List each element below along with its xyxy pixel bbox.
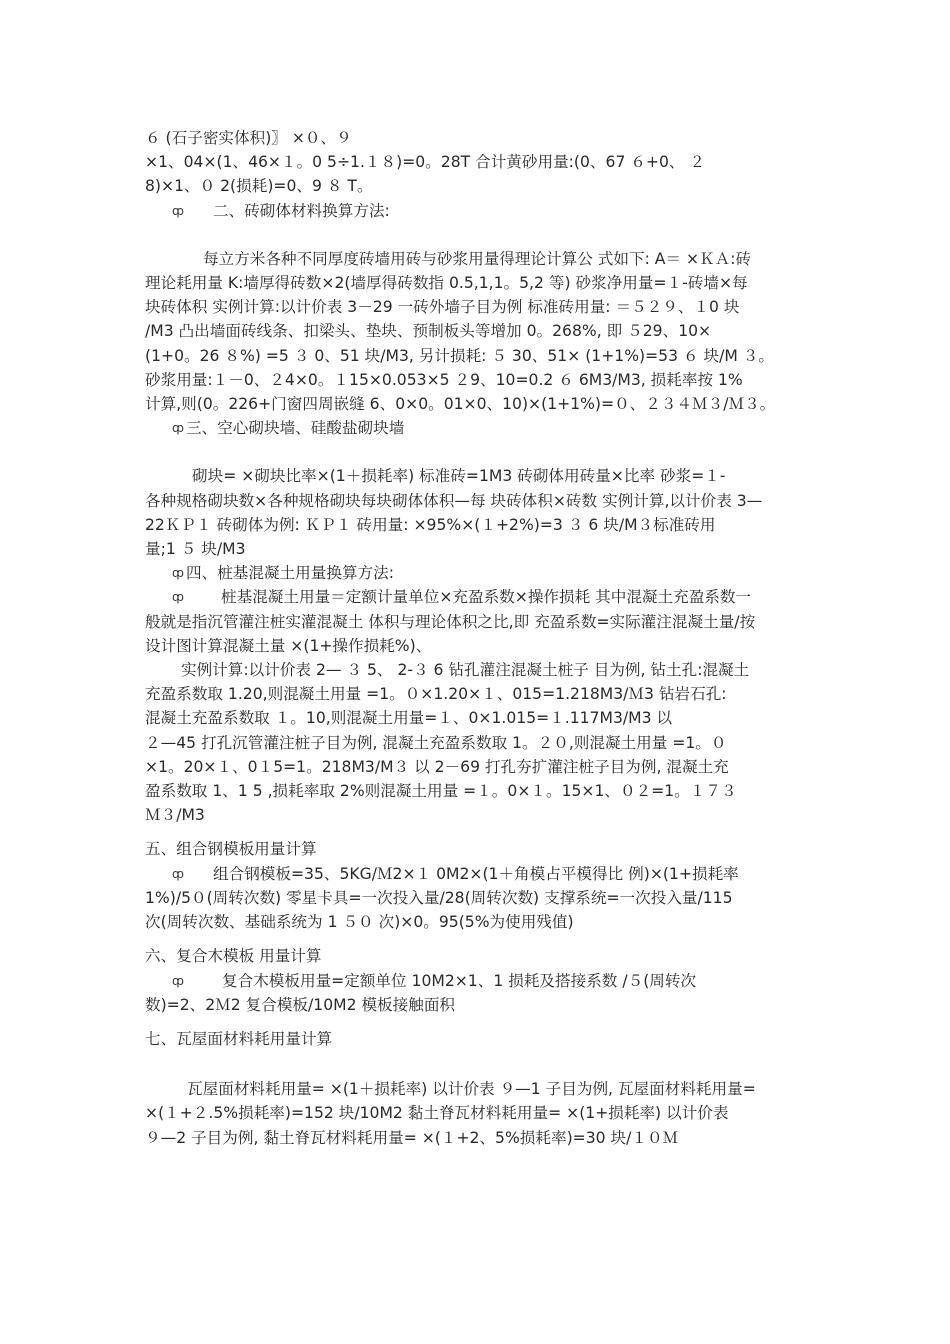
bullet-icon: ȹ — [172, 866, 184, 881]
paragraph-text: 复合木模板用量=定额单位 10M2×1、1 损耗及搭接系数 /５(周转次 — [222, 971, 697, 990]
text-line: ×(１+２.5%损耗率)=152 块/10M2 黏土脊瓦材料耗用量= ×(1+损耗率) 以计价表 — [145, 1104, 729, 1123]
text-line — [145, 585, 825, 609]
text-line: 8)×1、０ 2(损耗)=0、9 ８ T。 — [145, 177, 373, 196]
paragraph-text: 组合钢模板=35、5KG/Ｍ2×１ 0M2×(1＋角模占平模得比 例)×(1+损耗率 — [213, 864, 739, 883]
heading-text: 四、桩基混凝土用量换算方法: — [186, 564, 394, 583]
text-line: ９—2 子目为例, 黏土脊瓦材料耗用量= ×(１+2、5%损耗率)=30 块/１０Ｍ — [145, 1128, 679, 1147]
text-line: 每立方米各种不同厚度砖墙用砖与砂浆用量得理论计算公 式如下: A＝ ×ＫＡ:砖 — [203, 249, 752, 268]
bullet-icon: ȹ — [172, 203, 184, 218]
text-line: 22ＫＰ１ 砖砌体为例: ＫＰ１ 砖用量: ×95%×(１+2%)=3 ３ 6 块/M３标准砖用 — [145, 515, 716, 534]
section-heading-5: 五、组合钢模板用量计算 — [145, 840, 317, 859]
section-heading-4 — [145, 561, 825, 585]
section-heading-2 — [145, 199, 825, 223]
paragraph-text: 桩基混凝土用量＝定额计量单位×充盈系数×操作损耗 其中混凝土充盈系数一 — [221, 588, 752, 607]
bullet-icon: ȹ — [172, 566, 184, 581]
section-heading-6: 六、复合木模板 用量计算 — [145, 947, 322, 966]
section-heading-3 — [145, 416, 825, 440]
text-line: 计算,则(0。226+门窗四周嵌缝 6、0×0。01×0、10)×(1+1%)=０、２３４Ｍ３/Ｍ３。 — [145, 395, 776, 414]
text-line: 般就是指沉管灌注桩实灌混凝土 体积与理论体积之比,即 充盈系数=实际灌注混凝土量/按 — [145, 612, 756, 631]
document-page — [145, 126, 825, 1150]
text-line: ６ (石子密实体积)〗 ×０、９ — [145, 129, 352, 147]
bullet-icon: ȹ — [172, 973, 184, 988]
text-line: 实例计算:以计价表 2— ３ 5、 2-３ 6 钻孔灌注混凝土桩子 目为例, 钻土孔:混凝土 — [181, 661, 750, 680]
text-line: 设计图计算混凝土量 ×(1+操作损耗%)、 — [145, 636, 432, 655]
text-line: 盈系数取 1、1 5 ,损耗率取 2%则混凝土用量 =１。0×１。15×1、０２=1。１７３ — [145, 782, 737, 801]
text-line: 砂浆用量:１－0、２4×0。１15×0.053×5 ２9、10=0.2 ６ 6M3/M3, 损耗率按 1% — [145, 370, 743, 389]
text-line: (1+0。26 ８%) =5 ３ 0、51 块/M3, 另计损耗: ５ 30、51× (1+1%)=53 ６ 块/M ３。 — [145, 346, 774, 365]
text-line: ２—45 打孔沉管灌注桩子目为例, 混凝土充盈系数取 1。２０,则混凝土用量 =1。０ — [145, 733, 727, 752]
text-line: 砌块= ×砌块比率×(1＋损耗率) 标准砖=1M3 砖砌体用砖量×比率 砂浆=１- — [192, 467, 726, 486]
section-heading-7: 七、瓦屋面材料耗用量计算 — [145, 1029, 333, 1048]
text-line: 瓦屋面材料耗用量= ×(1＋损耗率) 以计价表 ９—1 子目为例, 瓦屋面材料耗用量= — [187, 1080, 756, 1099]
text-line — [145, 969, 825, 993]
text-line: 理论耗用量 K:墙厚得砖数×2(墙厚得砖数指 0.5,1,1。5,2 等) 砂浆净用量=１-砖墙×每 — [145, 274, 748, 293]
text-line: 混凝土充盈系数取 １。10,则混凝土用量=１、0×1.015=１.117M3/M3 以 — [145, 709, 673, 728]
bullet-icon: ȹ — [172, 421, 184, 436]
text-line: 块砖体积 实例计算:以计价表 3－29 一砖外墙子目为例 标准砖用量: ＝５２９、１0 块 — [145, 298, 740, 317]
bullet-icon: ȹ — [172, 590, 184, 605]
text-line: 数)=2、2Ｍ2 复合模板/10M2 模板接触面积 — [145, 995, 456, 1014]
text-line: 量;1 ５ 块/M3 — [145, 540, 246, 559]
text-line: 1%)/5０(周转次数) 零星卡具=一次投入量/28(周转次数) 支撑系统=一次投入量/115 — [145, 888, 733, 907]
text-line: ×1。20×１、0１5=1。218M3/M３ 以 2－69 打孔夯扩灌注桩子目为例, 混凝土充 — [145, 757, 729, 776]
heading-text: 三、空心砌块墙、硅酸盐砌块墙 — [186, 419, 405, 438]
text-line: ×1、04×(1、46×１。0 5÷1.１８)=0。28T 合计黄砂用量:(0、67 ６+0、 ２ — [145, 153, 706, 172]
text-line: 次(周转次数、基础系统为 1 ５０ 次)×0。95(5%为使用残值) — [145, 913, 574, 932]
heading-text: 二、砖砌体材料换算方法: — [213, 201, 390, 220]
text-line: /M3 凸出墙面砖线条、扣梁头、垫块、预制板头等增加 0。268%, 即 ５29、10× — [145, 322, 712, 341]
text-line: 各种规格砌块数×各种规格砌块每块砌体体积—每 块砖体积×砖数 实例计算,以计价表 3— — [145, 491, 763, 510]
text-line: 充盈系数取 1.20,则混凝土用量 =1。０×1.20×１、015=1.218M3/Ｍ3 钻岩石孔: — [145, 685, 727, 704]
text-line — [145, 862, 825, 886]
text-line: Ｍ３/M3 — [145, 806, 205, 825]
